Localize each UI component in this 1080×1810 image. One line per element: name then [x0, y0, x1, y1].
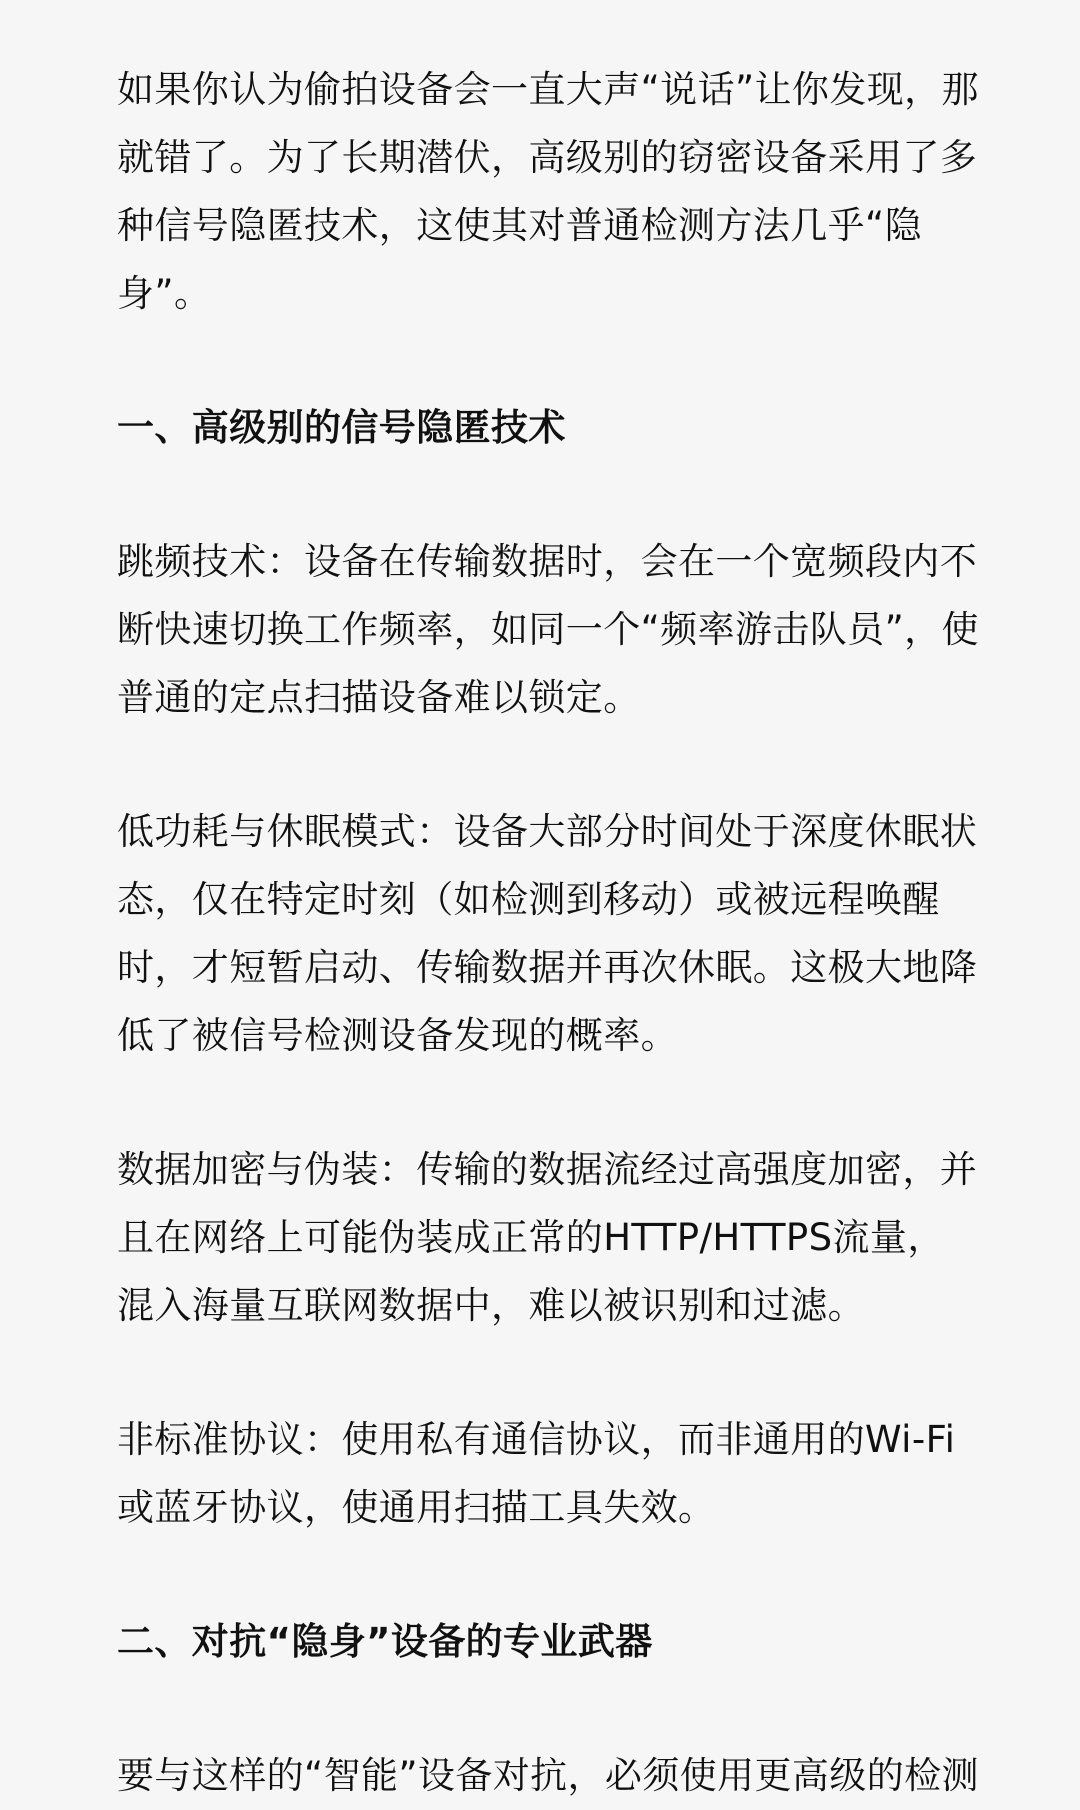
countermeasure-paragraph: 要与这样的“智能”设备对抗，必须使用更高级的检测 — [117, 1754, 979, 1797]
intro-paragraph: 如果你认为偷拍设备会一直大声“说话”让你发现，那就错了。为了长期潜伏，高级别的窃密设备采用了多种信号隐匿技术，这使其对普通检测方法几乎“隐身”。 — [117, 68, 979, 315]
section-2-heading: 二、对抗“隐身”设备的专业武器 — [117, 1620, 653, 1663]
frequency-hopping-paragraph: 跳频技术：设备在传输数据时，会在一个宽频段内不断快速切换工作频率，如同一个“频率游击队员”，使普通的定点扫描设备难以锁定。 — [117, 540, 979, 719]
non-standard-protocol-paragraph: 非标准协议：使用私有通信协议，而非通用的Wi-Fi或蓝牙协议，使通用扫描工具失效。 — [117, 1418, 956, 1529]
section-1-heading: 一、高级别的信号隐匿技术 — [117, 406, 566, 449]
encryption-disguise-paragraph: 数据加密与伪装：传输的数据流经过高强度加密，并且在网络上可能伪装成正常的HTTP/HTTPS流量，混入海量互联网数据中，难以被识别和过滤。 — [117, 1148, 978, 1327]
low-power-sleep-paragraph: 低功耗与休眠模式：设备大部分时间处于深度休眠状态，仅在特定时刻（如检测到移动）或被远程唤醒时，才短暂启动、传输数据并再次休眠。这极大地降低了被信号检测设备发现的概率。 — [117, 810, 978, 1057]
